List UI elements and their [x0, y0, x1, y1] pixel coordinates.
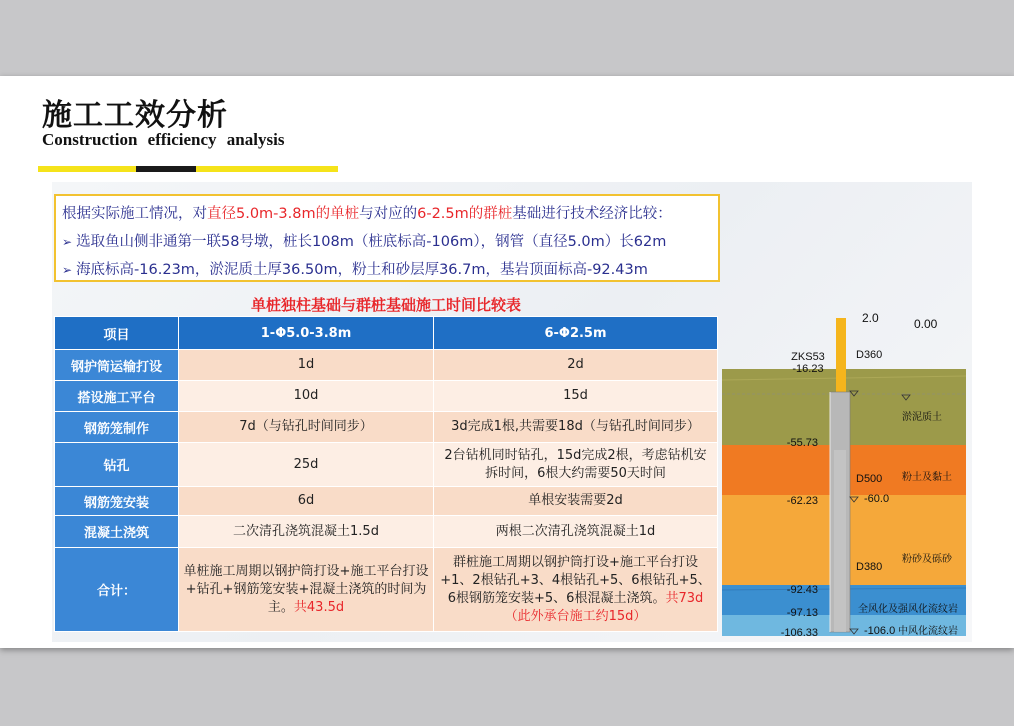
table-row: [55, 487, 718, 516]
elevation-label: -106.33: [780, 627, 818, 636]
intro-bullet-2: ➢ 海底标高-16.23m，淤泥质土厚36.50m，粉土和砂层厚36.7m，基岩顶面标高-92.43m: [62, 262, 648, 278]
pile-top-section: [836, 318, 846, 392]
layer-label: 粉土及黏土: [902, 472, 952, 483]
elevation-label: -92.43: [786, 584, 818, 596]
slide: [0, 76, 1014, 648]
cell-single: 二次清孔浇筑混凝土1.5d: [179, 516, 434, 548]
table-row: [55, 350, 718, 381]
layer-label: 粉砂及砾砂: [902, 554, 952, 565]
intro-bullet-1: ➢ 选取鱼山侧非通第一联58号墩，桩长108m（桩底标高-106m），钢管（直径5.0m）长62m: [62, 234, 667, 250]
table-row: [55, 381, 718, 412]
layer-label: 全风化及强风化流纹岩: [858, 604, 958, 615]
cell-group: 2台钻机同时钻孔，15d完成2根，考虑钻机安拆时间，6根大约需要50天时间: [434, 443, 718, 487]
arrow-icon: ➢: [62, 235, 73, 249]
row-label: 钢筋笼安装: [55, 487, 179, 516]
cell-group: 2d: [434, 350, 718, 381]
row-label-total: 合计：: [55, 548, 179, 632]
cell-single: 10d: [179, 381, 434, 412]
elevation-label: -106.0: [864, 625, 896, 636]
cell-single: 7d（与钻孔时间同步）: [179, 412, 434, 443]
elev-zero-label: 0.00: [914, 317, 938, 331]
cell-group-total: 群桩施工周期以钢护筒打设+施工平台打设+1、2根钻孔+3、4根钻孔+5、6根钻孔+5、6根钢筋笼安装+5、6根混凝土浇筑。共73d（此外承台施工约15d）: [434, 548, 718, 632]
elevation-label: -60.0: [864, 493, 890, 505]
cell-single: 6d: [179, 487, 434, 516]
row-label: 混凝土浇筑: [55, 516, 179, 548]
table-row: [55, 412, 718, 443]
col-header-single: 1-Φ5.0-3.8m: [179, 317, 434, 350]
elevation-label: -55.73: [786, 437, 818, 449]
comparison-table: [54, 316, 718, 632]
cell-single: 25d: [179, 443, 434, 487]
pile-label-top: D360: [856, 349, 883, 361]
title-underline: [38, 166, 338, 172]
elevation-label: -62.23: [786, 495, 818, 507]
cell-single: 1d: [179, 350, 434, 381]
cell-group: 两根二次清孔浇筑混凝土1d: [434, 516, 718, 548]
row-label: 钻孔: [55, 443, 179, 487]
row-label: 搭设施工平台: [55, 381, 179, 412]
page-subtitle: Construction efficiency analysis: [42, 130, 285, 149]
cell-group: 3d完成1根,共需要18d（与钻孔时间同步）: [434, 412, 718, 443]
seabed-label: -16.23: [792, 363, 824, 375]
page-title: 施工工效分析: [42, 98, 228, 133]
borehole-label: ZKS53: [791, 351, 825, 363]
col-header-group: 6-Φ2.5m: [434, 317, 718, 350]
intro-line: 根据实际施工情况，对直径5.0m-3.8m的单桩与对应的6-2.5m的群桩基础进行技术经济比较：: [62, 206, 672, 222]
pile-geology-diagram: [722, 310, 966, 636]
row-label: 钢护筒运输打设: [55, 350, 179, 381]
row-label: 钢筋笼制作: [55, 412, 179, 443]
arrow-icon: ➢: [62, 263, 73, 277]
pile-label-low: D380: [856, 561, 883, 573]
table-row: [55, 443, 718, 487]
table-header-row: [55, 317, 718, 350]
table-total-row: [55, 548, 718, 632]
cell-group: 15d: [434, 381, 718, 412]
cell-group: 单根安装需要2d: [434, 487, 718, 516]
intro-box: [54, 194, 720, 282]
elevation-label: -97.13: [786, 607, 818, 619]
table-row: [55, 516, 718, 548]
layer-label: 淤泥质土: [902, 412, 942, 423]
pile-label-mid: D500: [856, 473, 883, 485]
layer-label: 中风化流纹岩: [898, 626, 958, 636]
table-title: 单桩独柱基础与群桩基础施工时间比较表: [250, 296, 521, 314]
col-header-item: 项目: [55, 317, 179, 350]
elev-top-label: 2.0: [862, 311, 879, 325]
cell-single-total: 单桩施工周期以钢护筒打设+施工平台打设+钻孔+钢筋笼安装+混凝土浇筑的时间为主。共43.5d: [179, 548, 434, 632]
